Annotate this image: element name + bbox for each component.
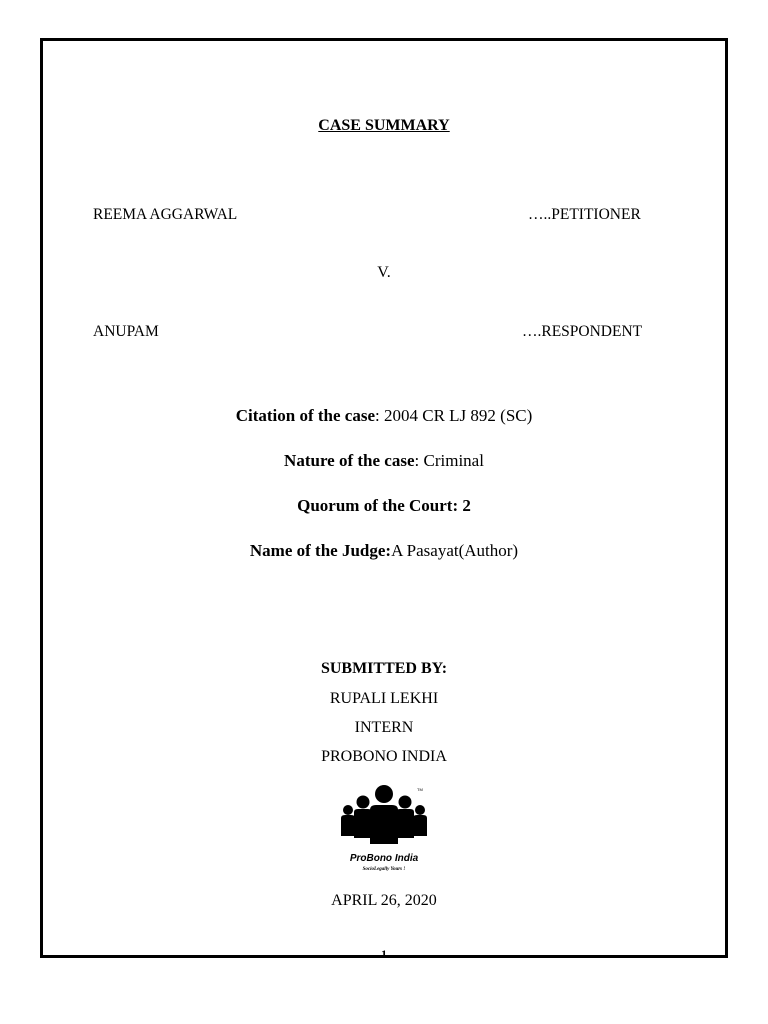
logo-tagline: SocioLegally Yours ! bbox=[362, 867, 406, 872]
nature-value: Criminal bbox=[423, 451, 484, 470]
submitter-name: RUPALI LEKHI bbox=[329, 690, 439, 707]
people-group-icon bbox=[341, 785, 427, 844]
citation-label: Citation of the case bbox=[235, 406, 375, 425]
page-number: 1 bbox=[381, 947, 387, 961]
nature-separator: : bbox=[414, 451, 424, 470]
citation-separator: : bbox=[375, 406, 384, 425]
submitted-by-label: SUBMITTED BY: bbox=[320, 660, 448, 677]
petitioner-name: REEMA AGGARWAL bbox=[93, 206, 238, 223]
probono-india-logo bbox=[336, 782, 432, 880]
quorum-label: Quorum of the Court: 2 bbox=[297, 496, 471, 515]
citation-line bbox=[0, 406, 768, 426]
judge-line bbox=[0, 541, 768, 561]
respondent-role: ….RESPONDENT bbox=[522, 323, 643, 340]
submitter-role: INTERN bbox=[354, 719, 414, 736]
logo-name: ProBono India bbox=[349, 853, 419, 864]
petitioner-role: …..PETITIONER bbox=[528, 206, 641, 223]
nature-line bbox=[0, 451, 768, 471]
nature-label: Nature of the case bbox=[284, 451, 415, 470]
document-title: CASE SUMMARY bbox=[318, 117, 450, 134]
respondent-name: ANUPAM bbox=[93, 323, 159, 340]
citation-value: 2004 CR LJ 892 (SC) bbox=[383, 406, 533, 425]
judge-label: Name of the Judge: bbox=[249, 541, 392, 560]
logo-trademark: TM bbox=[417, 787, 423, 792]
versus-label: V. bbox=[377, 264, 391, 281]
quorum-line bbox=[0, 496, 768, 516]
submitter-organization: PROBONO INDIA bbox=[321, 748, 447, 765]
judge-value: A Pasayat(Author) bbox=[391, 541, 519, 560]
document-date: APRIL 26, 2020 bbox=[331, 892, 437, 909]
